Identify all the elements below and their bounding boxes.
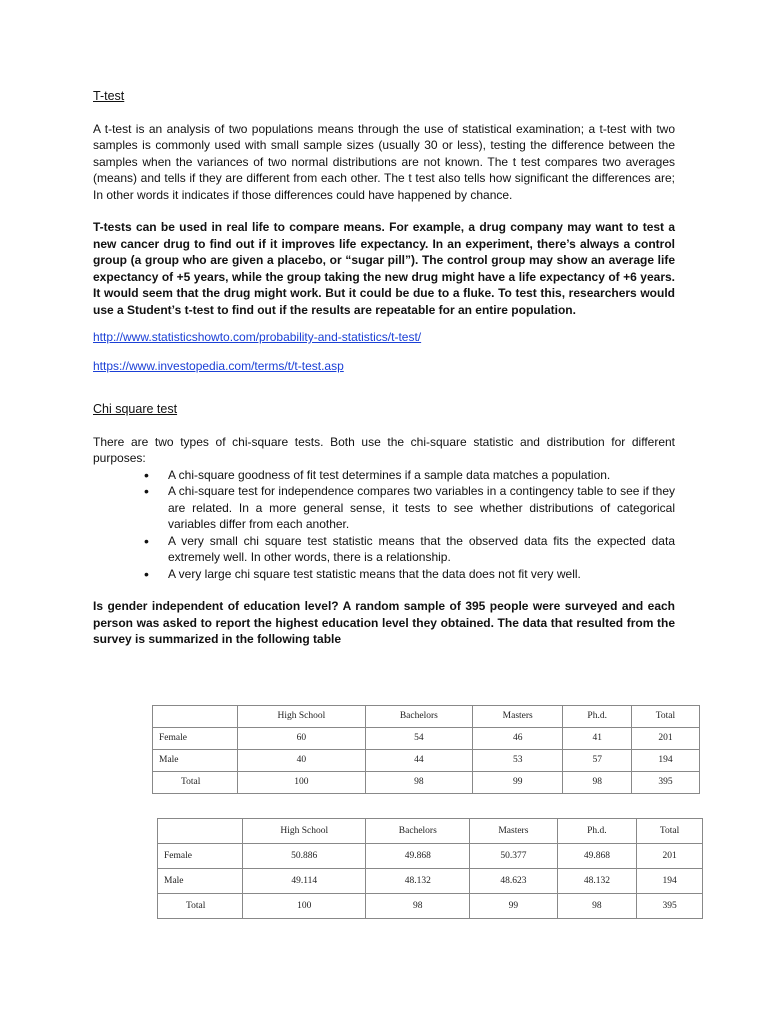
table-cell: 100 xyxy=(238,772,366,794)
table-cell: 50.377 xyxy=(470,844,558,869)
table-header-cell: Total xyxy=(631,706,699,728)
row-label: Total xyxy=(153,772,238,794)
table-cell: 98 xyxy=(366,894,470,919)
table-cell: 41 xyxy=(563,728,631,750)
row-label: Female xyxy=(153,728,238,750)
gender-education-question: Is gender independent of education level? A random sample of 395 people were surveyed and each person was asked to report the highest education level they obtained. The data that resulted from the survey is summarized in the following table xyxy=(93,599,675,646)
table-header-cell xyxy=(153,706,238,728)
row-label: Female xyxy=(158,844,243,869)
table-cell: 57 xyxy=(563,750,631,772)
bullet-item: • A very large chi square test statistic means that the data does not fit very well. xyxy=(168,566,675,583)
expected-counts-table xyxy=(157,818,703,919)
table-row xyxy=(158,869,703,894)
table-cell: 98 xyxy=(365,772,472,794)
table-cell: 60 xyxy=(238,728,366,750)
row-label: Total xyxy=(158,894,243,919)
table-row xyxy=(158,894,703,919)
table-cell: 395 xyxy=(631,772,699,794)
ttest-heading: T-test xyxy=(93,89,125,103)
table-header-cell: Masters xyxy=(472,706,563,728)
table-header-cell: High School xyxy=(238,706,366,728)
chisquare-intro-paragraph: There are two types of chi-square tests. Both use the chi-square statistic and distribution for different purposes: xyxy=(93,434,675,465)
table-header-cell: Bachelors xyxy=(366,819,470,844)
table-header-cell: Ph.d. xyxy=(563,706,631,728)
table-cell: 194 xyxy=(637,869,703,894)
table-cell: 40 xyxy=(238,750,366,772)
table-cell: 46 xyxy=(472,728,563,750)
table-row xyxy=(158,844,703,869)
table-cell: 395 xyxy=(637,894,703,919)
table-cell: 53 xyxy=(472,750,563,772)
table-cell: 194 xyxy=(631,750,699,772)
table-cell: 44 xyxy=(365,750,472,772)
row-label: Male xyxy=(153,750,238,772)
document-body xyxy=(93,88,675,648)
table-cell: 49.868 xyxy=(366,844,470,869)
table-cell: 201 xyxy=(637,844,703,869)
table-header-cell: Ph.d. xyxy=(557,819,637,844)
table-row xyxy=(153,772,700,794)
table-cell: 201 xyxy=(631,728,699,750)
chisquare-bullet-list xyxy=(93,467,675,583)
table-header-cell: Bachelors xyxy=(365,706,472,728)
statisticshowto-link[interactable]: http://www.statisticshowto.com/probability-and-statistics/t-test/ xyxy=(93,330,422,344)
observed-counts-table xyxy=(152,705,700,794)
table-cell: 48.623 xyxy=(470,869,558,894)
table-cell: 49.868 xyxy=(557,844,637,869)
table-cell: 99 xyxy=(472,772,563,794)
table-cell: 48.132 xyxy=(366,869,470,894)
table-row xyxy=(153,750,700,772)
ttest-example-paragraph: T-tests can be used in real life to compare means. For example, a drug company may want to test a new cancer drug to find out if it improves life expectancy. In an experiment, there’s always a control group (a group who are given a placebo, or “sugar pill”). The control group may show an average life expectancy of +5 years, while the group taking the new drug might have a life expectancy of +6 years. It would seem that the drug might work. But it could be due to a fluke. To test this, researchers would use a Student’s t-test to find out if the results are repeatable for an entire population. xyxy=(93,220,675,317)
table-header-cell xyxy=(158,819,243,844)
investopedia-link[interactable]: https://www.investopedia.com/terms/t/t-test.asp xyxy=(93,358,344,373)
table-cell: 49.114 xyxy=(243,869,366,894)
row-label: Male xyxy=(158,869,243,894)
bullet-item: • A chi-square goodness of fit test determines if a sample data matches a population. xyxy=(168,467,675,484)
table-cell: 99 xyxy=(470,894,558,919)
table-cell: 98 xyxy=(557,894,637,919)
table-header-cell: High School xyxy=(243,819,366,844)
table-cell: 54 xyxy=(365,728,472,750)
chisquare-heading: Chi square test xyxy=(93,402,178,416)
bullet-item: • A very small chi square test statistic means that the observed data fits the expected data extremely well. In other words, there is a relationship. xyxy=(168,533,675,566)
table-header-row xyxy=(158,819,703,844)
table-row xyxy=(153,728,700,750)
ttest-definition-paragraph: A t-test is an analysis of two populations means through the use of statistical examination; a t-test with two samples is commonly used with small sample sizes (usually 30 or less), testing the difference between the samples when the variances of two normal distributions are not known. The t test compares two averages (means) and tells if they are different from each other. The t test also tells how significant the differences are; In other words it indicates if those differences could have happened by chance. xyxy=(93,121,675,202)
table-cell: 98 xyxy=(563,772,631,794)
table-header-row xyxy=(153,706,700,728)
table-header-cell: Masters xyxy=(470,819,558,844)
table-header-cell: Total xyxy=(637,819,703,844)
bullet-item: • A chi-square test for independence compares two variables in a contingency table to see if they are related. In a more general sense, it tests to see whether distributions of categorical variables differ from each another. xyxy=(168,483,675,533)
table-cell: 48.132 xyxy=(557,869,637,894)
table-cell: 100 xyxy=(243,894,366,919)
table-cell: 50.886 xyxy=(243,844,366,869)
